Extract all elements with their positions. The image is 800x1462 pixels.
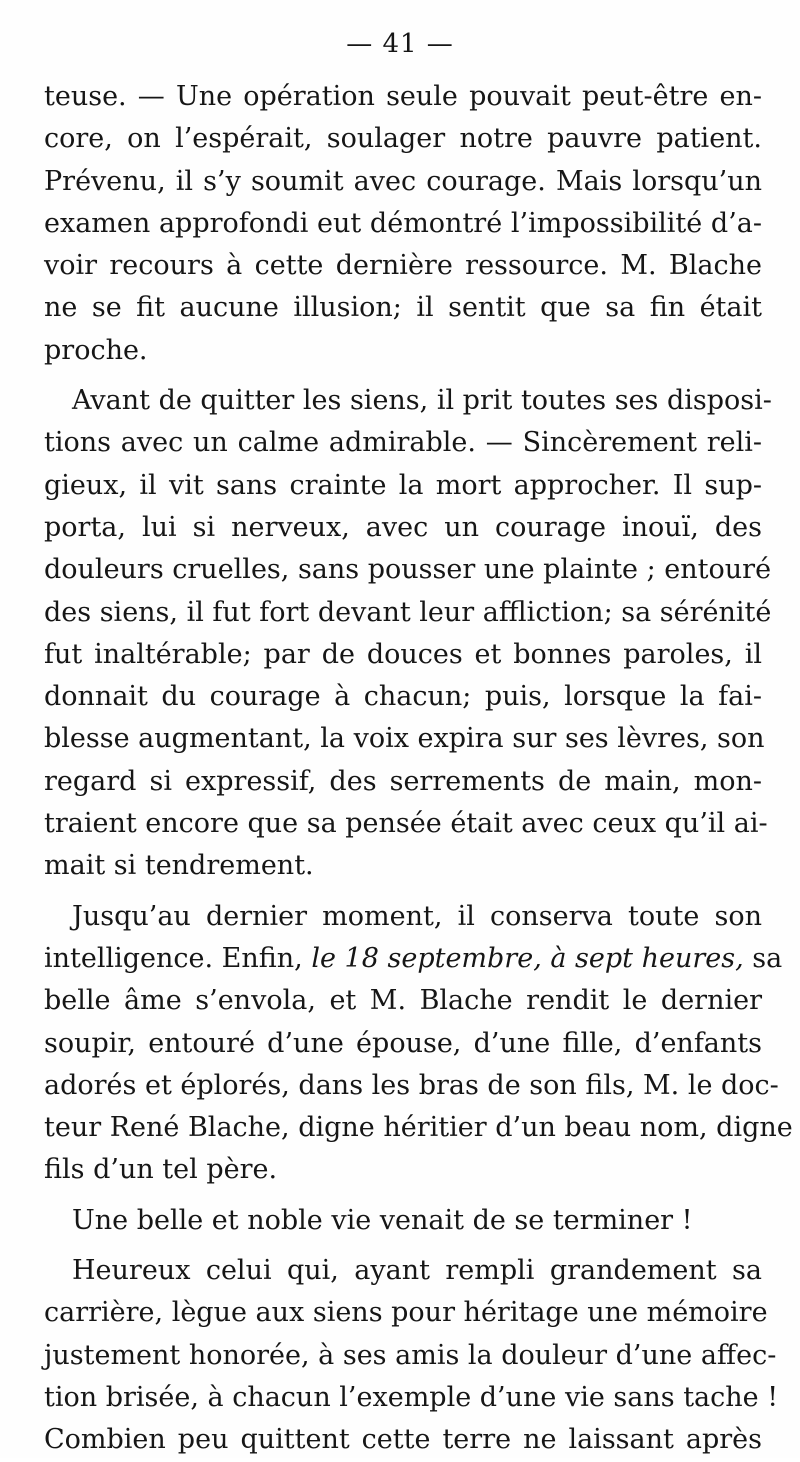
paragraph-1	[44, 76, 762, 372]
text-line: teuse. — Une opération seule pouvait peut-être en-	[44, 81, 762, 112]
text-line: teur René Blache, digne héritier d’un beau nom, digne	[44, 1112, 793, 1144]
text-line: proche.	[44, 334, 148, 366]
paragraph-4	[44, 1200, 762, 1242]
text-line: justement honorée, à ses amis la douleur d’une affec-	[44, 1339, 777, 1371]
paragraph-5	[44, 1250, 779, 1461]
text-line: fut inaltérable; par de douces et bonnes paroles, il	[44, 638, 762, 670]
text-line: soupir, entouré d’une épouse, d’une fille, d’enfants	[44, 1027, 762, 1059]
text-line: voir recours à cette dernière ressource. M. Blache	[44, 250, 762, 282]
text-line: donnait du courage à chacun; puis, lorsque la fai-	[44, 681, 762, 713]
text-line: examen approfondi eut démontré l’impossibilité d’a-	[44, 207, 762, 239]
text-line-with-italic-date	[44, 938, 783, 980]
text-line: blesse augmentant, la voix expira sur ses lèvres, son	[44, 723, 765, 755]
italic-date: le 18 septembre, à sept heures,	[311, 942, 744, 974]
text-line: Jusqu’au dernier moment, il conserva toute son	[72, 900, 762, 932]
text-line: belle âme s’envola, et M. Blache rendit le dernier	[44, 985, 762, 1017]
text-line: carrière, lègue aux siens pour héritage une mémoire	[44, 1297, 768, 1329]
text-line: Combien peu quittent cette terre ne laissant après	[44, 1424, 762, 1456]
page-number: — 41 —	[346, 29, 454, 59]
paragraph-gap	[44, 372, 762, 380]
text-line: Prévenu, il s’y soumit avec courage. Mais lorsqu’un	[44, 165, 762, 197]
text-line: adorés et éplorés, dans les bras de son fils, M. le doc-	[44, 1069, 779, 1101]
text-line: mait si tendrement.	[44, 850, 314, 882]
text-segment: intelligence. Enfin,	[44, 942, 312, 974]
paragraph-gap	[44, 888, 762, 896]
text-line: tions avec un calme admirable. — Sincèrement reli-	[44, 427, 762, 459]
text-line: Une belle et noble vie venait de se terminer !	[72, 1204, 693, 1236]
text-line: fils d’un tel père.	[44, 1154, 278, 1186]
text-line: porta, lui si nerveux, avec un courage inouï, des	[44, 511, 762, 543]
paragraph-gap	[44, 1192, 762, 1200]
paragraph-3	[44, 896, 793, 1192]
text-line: core, on l’espérait, soulager notre pauvre patient.	[44, 123, 762, 155]
text-line: Avant de quitter les siens, il prit toutes ses disposi-	[72, 385, 772, 417]
text-line: tion brisée, à chacun l’exemple d’une vie sans tache !	[44, 1381, 779, 1413]
text-line: douleurs cruelles, sans pousser une plainte ; entouré	[44, 554, 772, 586]
text-line: ne se fit aucune illusion; il sentit que sa fin était	[44, 292, 762, 324]
text-line: gieux, il vit sans crainte la mort approcher. Il sup-	[44, 469, 762, 501]
paragraph-2	[44, 380, 772, 888]
text-line: Heureux celui qui, ayant rempli grandement sa	[72, 1255, 762, 1287]
paragraph-gap	[44, 1242, 762, 1250]
text-line: des siens, il fut fort devant leur affliction; sa sérénité	[44, 596, 772, 628]
text-line: traient encore que sa pensée était avec ceux qu’il ai-	[44, 808, 768, 840]
text-line: regard si expressif, des serrements de main, mon-	[44, 765, 762, 797]
page-body	[44, 76, 793, 1462]
text-segment: sa	[743, 942, 783, 974]
